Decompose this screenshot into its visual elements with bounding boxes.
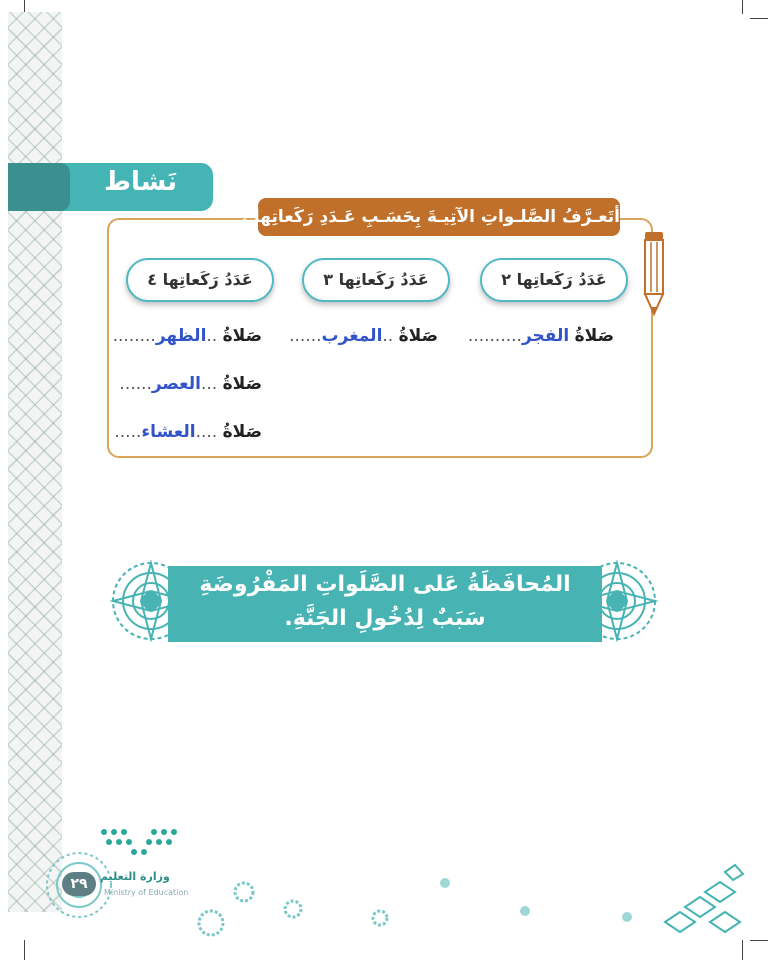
ministry-logo-icon — [94, 826, 184, 866]
dots-before: ... — [201, 374, 218, 394]
crop-mark — [742, 940, 743, 960]
footer-flower-icon — [370, 908, 390, 928]
prayer-word: صَلاةُ — [222, 374, 262, 394]
prayer-name: الفجر — [521, 326, 570, 346]
instruction-banner: أتَعـرَّفُ الصَّلـواتِ الآتِيـةَ بِحَسَـبِ عَـدَدِ رَكَعاتِها : — [258, 198, 620, 236]
footer-flower-icon — [282, 898, 304, 920]
crop-mark — [742, 0, 743, 14]
dots-before: .. — [382, 326, 394, 346]
banner-line-2: سَبَبٌ لِدُخُولِ الجَنَّةِ. — [284, 606, 486, 631]
dots-after: ........ — [112, 326, 156, 346]
prayer-name: المغرب — [321, 326, 383, 346]
activity-tab-accent — [8, 163, 70, 211]
prayer-row-dhuhr — [113, 326, 262, 346]
prayer-row-fajr — [468, 326, 614, 346]
prayer-row-maghrib — [289, 326, 438, 346]
page-number: ٢٩ — [62, 872, 96, 896]
activity-label: نَشاط — [104, 167, 177, 197]
prayer-word: صَلاةُ — [398, 326, 438, 346]
footer-flower-icon — [518, 904, 532, 918]
crop-mark — [24, 940, 25, 960]
prayer-name: الظهر — [155, 326, 207, 346]
dots-after: ..... — [114, 422, 142, 442]
dots-before: .... — [195, 422, 218, 442]
footer-flower-icon — [196, 908, 226, 938]
count-pill-three: عَدَدُ رَكَعاتِها ٣ — [302, 258, 450, 302]
dots-before: .. — [206, 326, 218, 346]
count-pill-two: عَدَدُ رَكَعاتِها ٢ — [480, 258, 628, 302]
ministry-sub: Ministry of Education — [104, 888, 189, 897]
dots-after: ...... — [119, 374, 152, 394]
prayer-word: صَلاةُ — [222, 422, 262, 442]
pencil-icon — [641, 232, 667, 316]
crop-mark — [750, 18, 768, 19]
prayer-row-isha — [114, 422, 262, 442]
reminder-banner — [168, 566, 602, 642]
corner-geometric-icon — [655, 862, 745, 942]
prayer-name: العصر — [151, 374, 201, 394]
rosette-right-icon — [576, 560, 658, 642]
footer-flower-icon — [438, 876, 452, 890]
prayer-row-asr — [119, 374, 262, 394]
count-pill-four: عَدَدُ رَكَعاتِها ٤ — [126, 258, 274, 302]
prayer-name: العشاء — [141, 422, 196, 442]
banner-line-1: المُحافَظَةُ عَلى الصَّلَواتِ المَفْرُوضَةِ — [199, 572, 571, 597]
prayer-word: صَلاةُ — [574, 326, 614, 346]
dots-after: ...... — [289, 326, 322, 346]
prayer-word: صَلاةُ — [222, 326, 262, 346]
crop-mark — [750, 940, 768, 941]
activity-tab — [8, 163, 213, 211]
footer-flower-icon — [232, 880, 256, 904]
ministry-name: وزارة التعليم — [100, 870, 170, 883]
footer-flower-icon — [620, 910, 634, 924]
decorative-border — [8, 12, 62, 912]
dots-after: .......... — [467, 326, 522, 346]
